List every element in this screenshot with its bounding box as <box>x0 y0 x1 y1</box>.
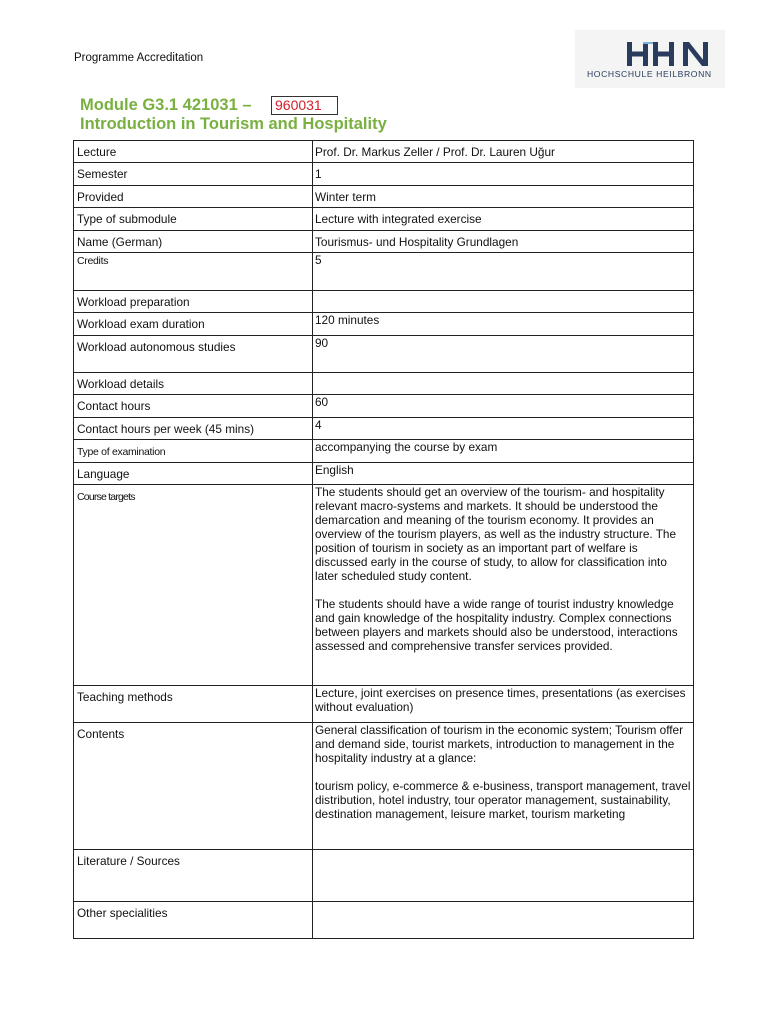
row-key: Provided <box>74 186 313 208</box>
row-value: Lecture, joint exercises on presence times, presentations (as exercises without evaluation) <box>313 686 694 723</box>
table-row <box>74 208 694 231</box>
row-key: Literature / Sources <box>74 850 313 902</box>
table-row <box>74 418 694 440</box>
table-row <box>74 186 694 208</box>
row-value: English <box>313 463 694 485</box>
module-title-line2: Introduction in Tourism and Hospitality <box>80 115 387 133</box>
table-row <box>74 850 694 902</box>
table-row <box>74 291 694 313</box>
table-row <box>74 336 694 373</box>
row-key <box>74 440 313 463</box>
table-row <box>74 253 694 291</box>
row-value <box>313 902 694 939</box>
row-value <box>313 291 694 313</box>
header-label: Programme Accreditation <box>74 52 204 64</box>
row-value: Winter term <box>313 186 694 208</box>
row-key: Contact hours <box>74 395 313 418</box>
logo-text: HOCHSCHULE HEILBRONN <box>587 69 712 79</box>
row-key: Type of submodule <box>74 208 313 231</box>
row-key <box>74 485 313 686</box>
row-value: Lecture with integrated exercise <box>313 208 694 231</box>
table-row <box>74 395 694 418</box>
row-key: Contact hours per week (45 mins) <box>74 418 313 440</box>
contents-para-1: General classification of tourism in the economic system; Tourism offer and demand side, tourist markets, introduction to management in the hospitality industry at a glance: <box>315 723 684 765</box>
contents-para-2: tourism policy, e-commerce & e-business, transport management, travel distribution, hotel industry, tour operator management, sustainability, destination management, leisure market, tourism marketing <box>315 779 691 821</box>
row-value: 1 <box>313 163 694 186</box>
module-number-stamp: 960031 <box>271 96 338 115</box>
row-value <box>313 723 694 850</box>
table-row <box>74 485 694 686</box>
row-value: Prof. Dr. Markus Zeller / Prof. Dr. Lauren Uğur <box>313 141 694 163</box>
row-value: 5 <box>313 253 694 291</box>
row-value <box>313 850 694 902</box>
row-key: Lecture <box>74 141 313 163</box>
row-key: Contents <box>74 723 313 850</box>
table-row <box>74 141 694 163</box>
university-logo <box>575 30 725 88</box>
row-key: Workload details <box>74 373 313 395</box>
row-key-text: Credits <box>77 255 109 267</box>
row-value: 4 <box>313 418 694 440</box>
row-value: 60 <box>313 395 694 418</box>
row-key: Language <box>74 463 313 485</box>
row-key: Semester <box>74 163 313 186</box>
hhn-logo-icon <box>627 42 709 66</box>
row-key: Other specialities <box>74 902 313 939</box>
table-row <box>74 902 694 939</box>
table-row <box>74 463 694 485</box>
row-value: 90 <box>313 336 694 373</box>
course-targets-para-1: The students should get an overview of the tourism- and hospitality relevant macro-systems and markets. It should be understood the demarcation and meaning of the tourism economy. It provides an overview of the tourism players, as well as the industry structure. The position of tourism in society as an important part of welfare is discussed early in the course of study, to allow for classification into later scheduled study content. <box>315 485 677 583</box>
table-row <box>74 686 694 723</box>
table-row <box>74 313 694 336</box>
row-value: Tourismus- und Hospitality Grundlagen <box>313 231 694 253</box>
module-title-line1: Module G3.1 421031 – <box>80 96 252 114</box>
row-value <box>313 485 694 686</box>
row-key <box>74 253 313 291</box>
row-key: Workload preparation <box>74 291 313 313</box>
table-row <box>74 723 694 850</box>
module-details-table <box>73 140 694 939</box>
row-key-text: Type of examination <box>77 446 166 458</box>
table-row <box>74 231 694 253</box>
row-value: accompanying the course by exam <box>313 440 694 463</box>
table-row <box>74 163 694 186</box>
course-targets-para-2: The students should have a wide range of tourist industry knowledge and gain knowledge of the hospitality industry. Complex connections between players and markets should also be understood, interactions assessed and comprehensive transfer services provided. <box>315 597 678 653</box>
row-value <box>313 373 694 395</box>
row-key-text: Course targets <box>77 491 135 503</box>
row-key: Workload autonomous studies <box>74 336 313 373</box>
row-key: Workload exam duration <box>74 313 313 336</box>
table-row <box>74 440 694 463</box>
table-row <box>74 373 694 395</box>
row-key: Teaching methods <box>74 686 313 723</box>
row-value: 120 minutes <box>313 313 694 336</box>
module-title <box>80 96 387 134</box>
row-key: Name (German) <box>74 231 313 253</box>
